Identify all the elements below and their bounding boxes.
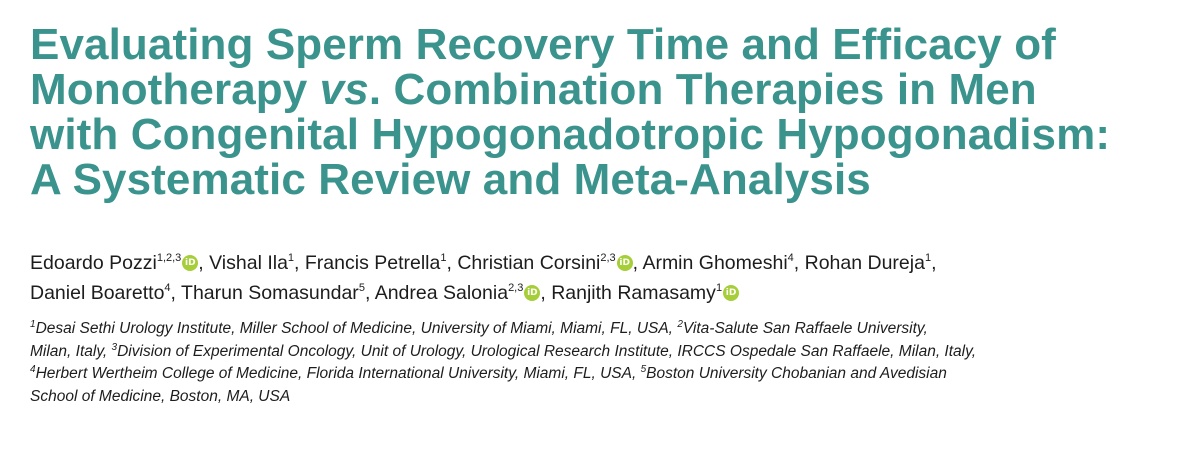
author-name: Christian Corsini — [457, 252, 601, 274]
affiliation-line-3 — [30, 363, 1180, 386]
affiliation-text: Milan, Italy, — [30, 342, 112, 360]
title-line-4: A Systematic Review and Meta-Analysis — [30, 155, 871, 204]
title-line-2 — [30, 67, 1180, 112]
author-affiliation-ref: 1 — [287, 252, 295, 264]
title-line-3: with Congenital Hypogonadotropic Hypogonadism: — [30, 110, 1111, 159]
orcid-icon[interactable]: iD — [723, 285, 739, 301]
author-name: Rohan Dureja — [804, 252, 925, 274]
author-line-1: Edoardo Pozzi$^{1,2,3}$ iD , Vishal Ila$^1$, Francis Petrella$^1$, Christian Corsini$^{2,3}$ iD , Armin Ghomeshi$^4$, Rohan Dureja$^1$, — [30, 252, 937, 274]
affiliation-text: Herbert Wertheim College of Medicine, Florida International University, Miami, FL, USA, — [35, 365, 641, 382]
affiliation-number: 1 — [30, 319, 36, 330]
affiliation-number: 5 — [640, 364, 647, 375]
author-line-2: Daniel Boaretto$^4$, Tharun Somasundar$^5$, Andrea Salonia$^{2,3}$ iD , Ranjith Ramasamy$^1$ iD — [30, 278, 1180, 308]
title-line-2-end: . Combination Therapies in Men — [368, 65, 1037, 114]
author-affiliation-ref: 2,3 — [600, 252, 616, 264]
affiliation-text: Boston University Chobanian and Avedisian — [646, 365, 947, 382]
author-affiliation-ref: 5 — [358, 282, 365, 294]
title-line-2-start: Monotherapy — [30, 65, 320, 114]
author-list — [30, 248, 1180, 308]
author-affiliation-ref: 2,3 — [508, 282, 524, 294]
affiliation-text: Desai Sethi Urology Institute, Miller School of Medicine, University of Miami, Miami, FL, USA, — [35, 320, 678, 337]
author-name: Armin Ghomeshi — [642, 252, 788, 274]
title-line-1: Evaluating Sperm Recovery Time and Efficacy of — [30, 20, 1056, 69]
article-header — [30, 22, 1180, 408]
author-name: Andrea Salonia — [374, 282, 509, 304]
author-name: Vishal Ila — [209, 252, 288, 274]
author-name: Daniel Boaretto — [30, 282, 165, 304]
article-title — [30, 22, 1180, 202]
author-affiliation-ref: 1 — [924, 252, 932, 264]
affiliation-text: Vita-Salute San Raffaele University, — [682, 320, 928, 337]
affiliation-list — [30, 318, 1180, 408]
affiliation-text: School of Medicine, Boston, MA, USA — [30, 387, 291, 405]
author-name: Ranjith Ramasamy — [551, 282, 716, 304]
affiliation-line-4 — [30, 386, 1180, 409]
author-affiliation-ref: 4 — [164, 282, 171, 294]
author-name: Edoardo Pozzi — [30, 252, 157, 274]
title-vs: vs — [319, 65, 369, 114]
author-name: Tharun Somasundar — [181, 282, 359, 304]
affiliation-number: 3 — [111, 341, 118, 353]
author-affiliation-ref: 1 — [440, 252, 447, 264]
author-name: Francis Petrella — [304, 252, 441, 274]
author-affiliation-ref: 1,2,3 — [156, 252, 182, 264]
affiliation-text: Division of Experimental Oncology, Unit of Urology, Urological Research Institute, IRCCS Ospedale San Raffaele, Milan, Italy, — [117, 342, 977, 360]
orcid-icon[interactable]: iD — [617, 255, 633, 271]
author-affiliation-ref: 1 — [715, 282, 723, 294]
affiliation-line-1 — [30, 318, 1180, 341]
affiliation-number: 2 — [677, 319, 683, 330]
author-affiliation-ref: 4 — [787, 252, 794, 264]
affiliation-number: 4 — [30, 364, 36, 375]
affiliation-line-2 — [30, 341, 1180, 364]
orcid-icon[interactable]: iD — [524, 285, 540, 301]
orcid-icon[interactable]: iD — [182, 255, 198, 271]
